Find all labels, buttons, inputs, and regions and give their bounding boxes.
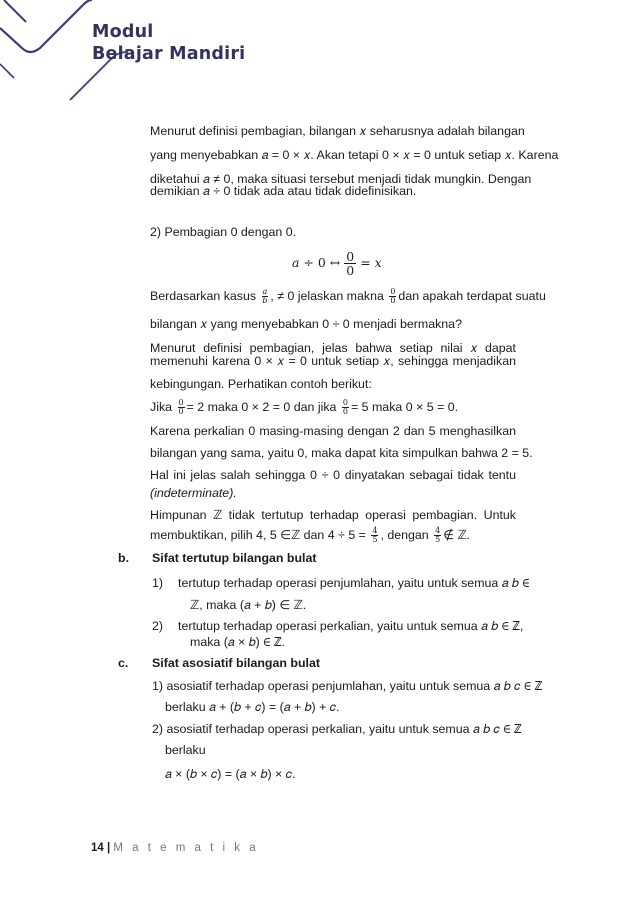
para2-line2: bilangan 𝑥 yang menyebabkan 0 ÷ 0 menjadi bermakna? xyxy=(150,317,462,331)
section-c-item1-line2: berlaku 𝑎 + (𝑏 + 𝑐) = (𝑎 + 𝑏) + 𝑐. xyxy=(165,700,340,714)
para2-line11: Himpunan ℤ tidak tertutup terhadap operasi pembagian. Untuk xyxy=(150,508,516,522)
fraction-4-5: $\frac{4}{5}$ xyxy=(435,526,441,545)
module-title-line1: Modul xyxy=(92,22,154,42)
fraction-a-b: $\frac{\text{𝑎}}{\text{𝑏}}$ xyxy=(262,287,268,306)
section-b-item1-line1: tertutup terhadap operasi penjumlahan, yaitu untuk semua 𝑎 𝑏 ∈ xyxy=(178,576,530,590)
equation xyxy=(292,250,412,284)
para2-line1: Berdasarkan kasus $\frac{\text{𝑎}}{\text{𝑏}}$ , ≠ 0 jelaskan makna $\frac{0}{0}$ dan apakah terdapat suatu xyxy=(150,287,546,306)
section-b-label: b. xyxy=(118,551,130,565)
footer-separator: | xyxy=(103,842,114,854)
module-title-line2: Belajar Mandiri xyxy=(92,44,246,64)
section-b-item2-number: 2) xyxy=(152,619,164,633)
para2-line12: membuktikan, pilih 4, 5 ∈ℤ dan 4 ÷ 5 = $\frac{4}{5}$ , dengan $\frac{4}{5}$ ∉ ℤ. xyxy=(150,526,471,545)
fraction-4-5: $\frac{4}{5}$ xyxy=(372,526,378,545)
para1-line2: yang menyebabkan 𝑎 = 0 × 𝑥. Akan tetapi 0 × 𝑥 = 0 untuk setiap 𝑥. Karena xyxy=(150,148,559,162)
para2-line8: bilangan yang sama, yaitu 0, maka dapat kita simpulkan bahwa 2 = 5. xyxy=(150,446,533,460)
section-b-item1-number: 1) xyxy=(152,576,164,590)
equation-fraction: $\frac{0}{0}$ xyxy=(346,249,355,278)
para2-line5: kebingungan. Perhatikan contoh berikut: xyxy=(150,377,372,391)
section-b-item1-line2: ℤ, maka (𝑎 + 𝑏) ∈ ℤ. xyxy=(190,598,307,612)
para2-line7: Karena perkalian 0 masing-masing dengan 2 dan 5 menghasilkan xyxy=(150,424,516,438)
para2-line3: Menurut definisi pembagian, jelas bahwa setiap nilai 𝑥 dapat xyxy=(150,341,516,355)
para1-line4: demikian 𝑎 ÷ 0 tidak ada atau tidak didefinisikan. xyxy=(150,184,417,198)
page-number: 14 xyxy=(91,842,104,854)
equation-left: 𝑎 ÷ 0 ↔ xyxy=(292,255,341,270)
fraction-0-0: $\frac{0}{0}$ xyxy=(342,398,348,417)
section-c-item2-line3: 𝑎 × (𝑏 × 𝑐) = (𝑎 × 𝑏) × 𝑐. xyxy=(165,767,296,781)
section-c-item1-line1: 1) asosiatif terhadap operasi penjumlahan, yaitu untuk semua 𝑎 𝑏 𝑐 ∈ ℤ xyxy=(152,679,543,693)
fraction-0-0: $\frac{0}{0}$ xyxy=(178,398,184,417)
section-b-item2-line1: tertutup terhadap operasi perkalian, yaitu untuk semua 𝑎 𝑏 ∈ ℤ, xyxy=(178,619,524,633)
section-c-title: Sifat asosiatif bilangan bulat xyxy=(152,656,320,670)
section-c-item2-line1: 2) asosiatif terhadap operasi perkalian, yaitu untuk semua 𝑎 𝑏 𝑐 ∈ ℤ xyxy=(152,722,522,736)
fraction-0-0: $\frac{0}{0}$ xyxy=(390,287,396,306)
para1-line3: diketahui 𝑎 ≠ 0, maka situasi tersebut menjadi tidak mungkin. Dengan xyxy=(150,172,532,186)
section-c-item2-line2: berlaku xyxy=(165,743,206,757)
section-b-title: Sifat tertutup bilangan bulat xyxy=(152,551,317,565)
para2-line10: (indeterminate). xyxy=(150,486,237,500)
item-2-heading: 2) Pembagian 0 dengan 0. xyxy=(150,225,297,239)
equation-right: = 𝑥 xyxy=(360,255,382,270)
para1-line1: Menurut definisi pembagian, bilangan 𝑥 seharusnya adalah bilangan xyxy=(150,124,525,138)
section-b-item2-line2: maka (𝑎 × 𝑏) ∈ ℤ. xyxy=(190,635,285,649)
section-c-label: c. xyxy=(118,656,129,670)
para2-line9: Hal ini jelas salah sehingga 0 ÷ 0 dinyatakan sebagai tidak tentu xyxy=(150,468,516,482)
page-footer xyxy=(91,842,259,854)
footer-subject: M a t e m a t i k a xyxy=(113,842,259,854)
para2-line4: memenuhi karena 0 × 𝑥 = 0 untuk setiap 𝑥, sehingga menjadikan xyxy=(150,354,516,368)
para2-line6: Jika $\frac{0}{0}$ = 2 maka 0 × 2 = 0 dan jika $\frac{0}{0}$ = 5 maka 0 × 5 = 0. xyxy=(150,398,459,417)
